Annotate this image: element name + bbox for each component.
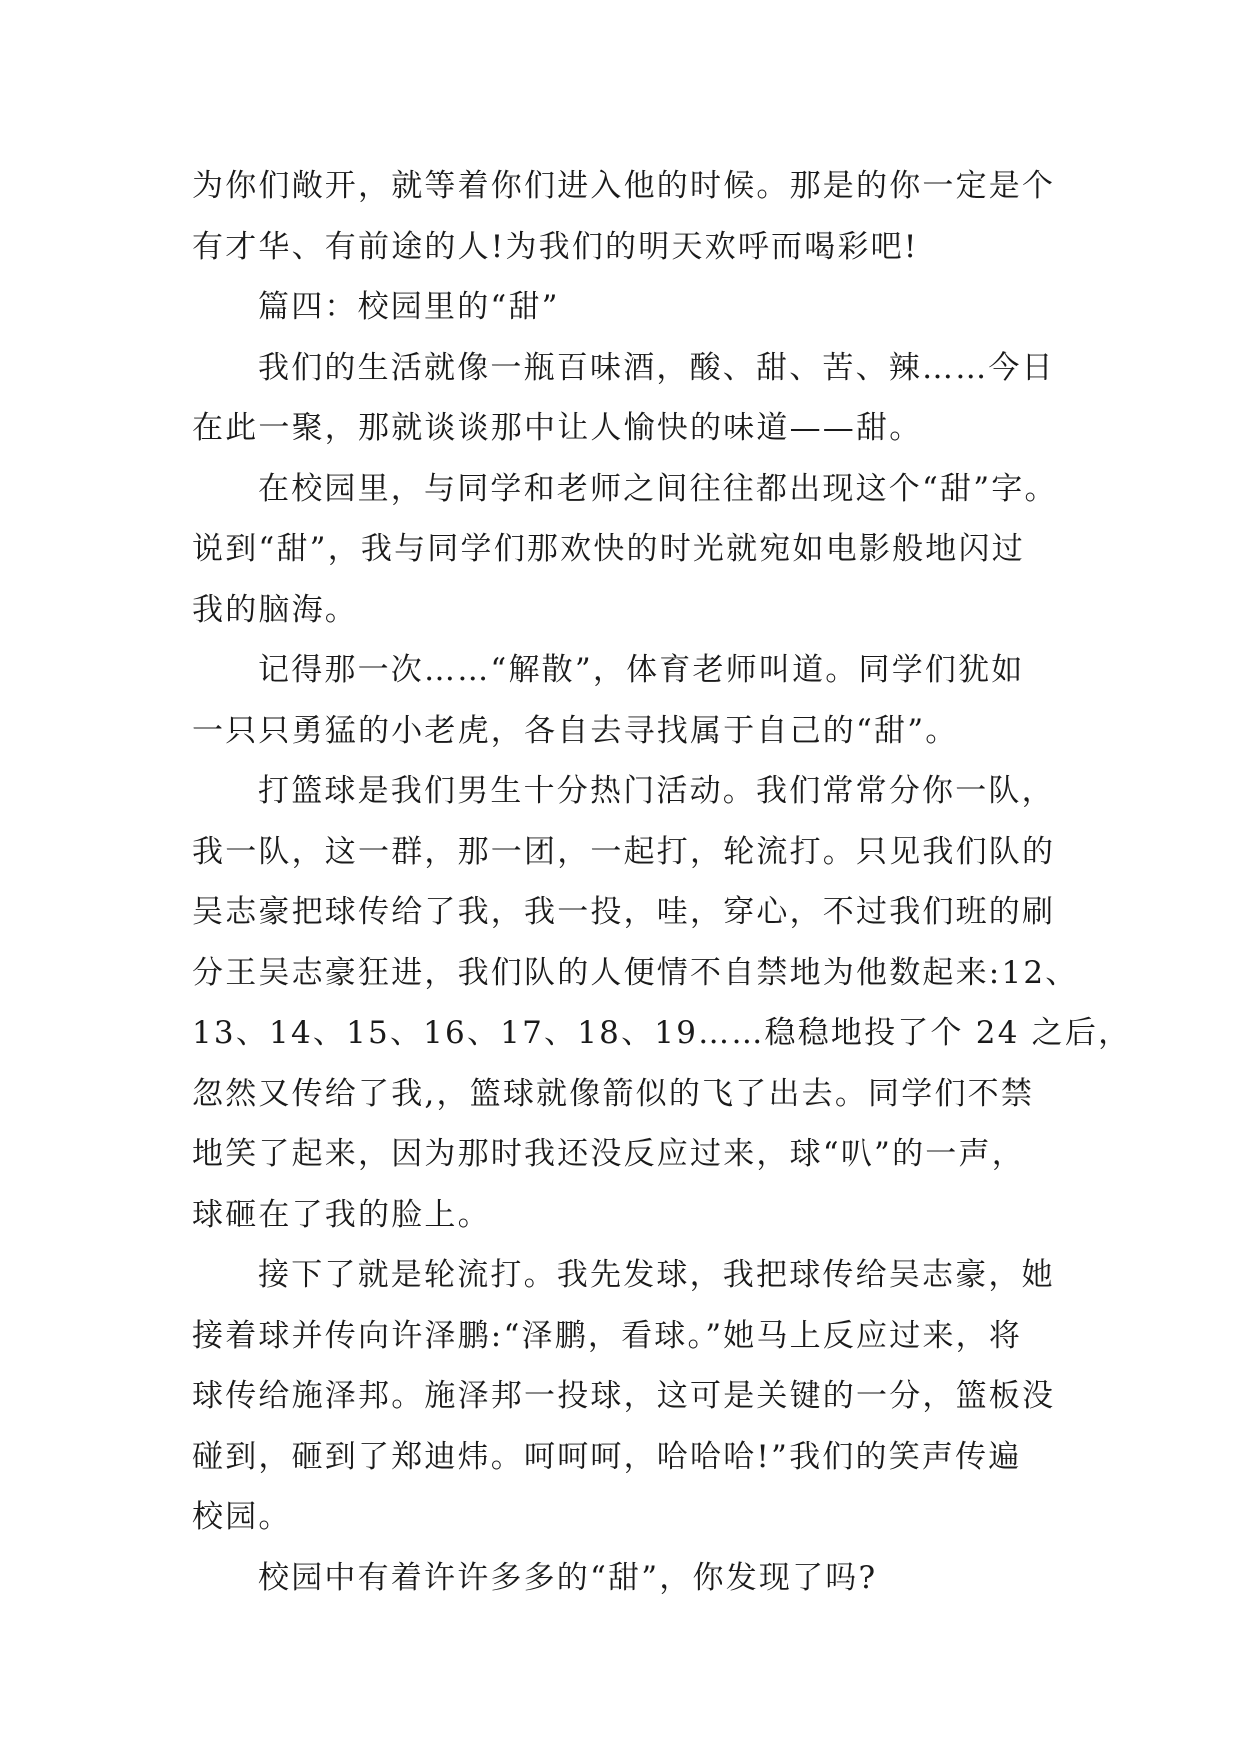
body-text	[192, 156, 1132, 1608]
text-line: 说到“甜”，我与同学们那欢快的时光就宛如电影般地闪过	[192, 531, 1025, 567]
text-line: 吴志豪把球传给了我，我一投，哇，穿心，不过我们班的刷	[192, 894, 1056, 930]
text-line: 忽然又传给了我,，篮球就像箭似的飞了出去。同学们不禁	[192, 1075, 1035, 1112]
text-line: 在校园里，与同学和老师之间往往都出现这个“甜”字。	[258, 470, 1058, 507]
text-line: 接着球并传向许泽鹏:“泽鹏，看球。”她马上反应过来，将	[192, 1317, 1023, 1354]
text-line: 记得那一次……“解散”，体育老师叫道。同学们犹如	[258, 652, 1025, 688]
text-line: 有才华、有前途的人!为我们的明天欢呼而喝彩吧!	[192, 228, 919, 265]
text-line: 一只只勇猛的小老虎，各自去寻找属于自己的“甜”。	[192, 712, 959, 749]
text-line: 我一队，这一群，那一团，一起打，轮流打。只见我们队的	[192, 833, 1056, 870]
text-line: 球砸在了我的脸上。	[192, 1196, 491, 1233]
text-line: 校园中有着许许多多的“甜”，你发现了吗?	[258, 1559, 878, 1596]
text-line: 分王吴志豪狂进，我们队的人便情不自禁地为他数起来:12、	[192, 954, 1079, 991]
text-line: 为你们敞开，就等着你们进入他的时候。那是的你一定是个	[192, 168, 1056, 204]
text-line: 接下了就是轮流打。我先发球，我把球传给吴志豪，她	[258, 1257, 1055, 1293]
text-line: 13、14、15、16、17、18、19……稳稳地投了个 24 之后，	[192, 1015, 1132, 1051]
text-line: 打篮球是我们男生十分热门活动。我们常常分你一队，	[258, 773, 1055, 809]
text-line: 地笑了起来，因为那时我还没反应过来，球“叭”的一声，	[192, 1136, 1025, 1172]
text-line: 我的脑海。	[192, 591, 358, 628]
section-heading: 篇四：校园里的“甜”	[258, 289, 560, 325]
text-line: 我们的生活就像一瓶百味酒，酸、甜、苦、辣……今日	[258, 349, 1055, 386]
text-line: 球传给施泽邦。施泽邦一投球，这可是关键的一分，篮板没	[192, 1378, 1056, 1414]
text-line: 碰到，砸到了郑迪炜。呵呵呵，哈哈哈!”我们的笑声传遍	[192, 1438, 1022, 1475]
text-line: 在此一聚，那就谈谈那中让人愉快的味道——甜。	[192, 410, 923, 446]
text-line: 校园。	[192, 1499, 292, 1535]
